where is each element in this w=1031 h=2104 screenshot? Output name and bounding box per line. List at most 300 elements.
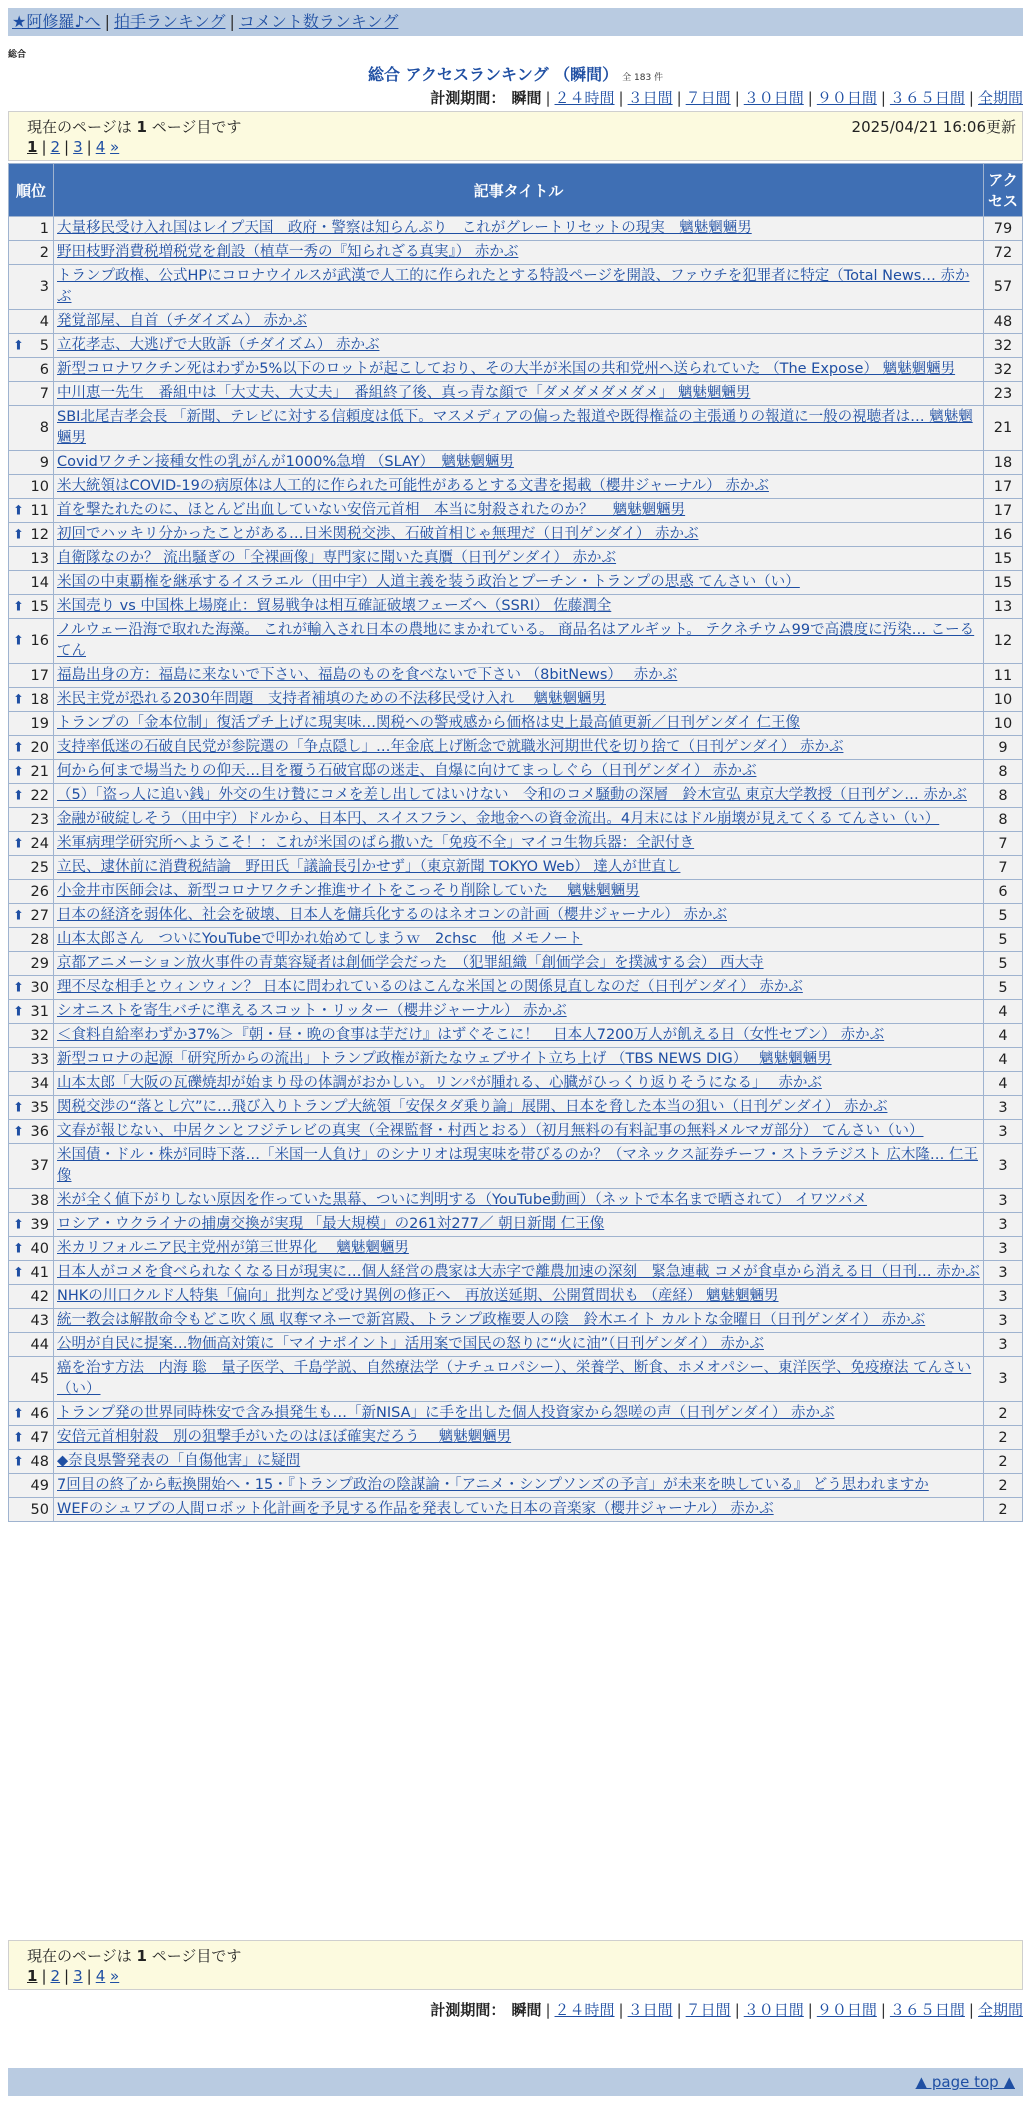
home-link[interactable]: ★阿修羅♪へ [12, 12, 101, 31]
rank-number: 15 [30, 598, 49, 615]
period-link[interactable]: ３６５日間 [889, 89, 965, 107]
table-row [9, 1450, 1022, 1473]
article-title-link[interactable]: 統一教会は解散命令もどこ吹く風 収奪マネーで新宮殿、トランプ政権要人の陰 鈴木エイト カルトな金曜日（日刊ゲンダイ） 赤かぶ [57, 1312, 926, 1328]
table-row [9, 1072, 1022, 1095]
rank-cell [9, 1450, 53, 1473]
title-cell [54, 856, 983, 879]
page-separator: | [64, 1967, 70, 1985]
table-row [9, 571, 1022, 594]
rank-cell [9, 1189, 53, 1212]
page-link[interactable]: 4 [95, 138, 106, 156]
access-count: 3 [984, 1333, 1022, 1356]
title-cell [54, 712, 983, 735]
article-title-link[interactable]: 米大統領はCOVID-19の病原体は人工的に作られた可能性があるとする文書を掲載（櫻井ジャーナル） 赤かぶ [57, 478, 769, 494]
period-selector-bottom [430, 1999, 1023, 2020]
access-count: 4 [984, 1000, 1022, 1023]
rank-up-arrow-icon: ⬆ [13, 836, 24, 851]
article-title-link[interactable]: 野田枝野消費税増税党を創設（植草一秀の『知られざる真実』） 赤かぶ [57, 244, 519, 260]
page-link[interactable]: 2 [50, 1967, 61, 1985]
table-row [9, 808, 1022, 831]
table-row [9, 1096, 1022, 1119]
title-cell [54, 1285, 983, 1308]
article-title-link[interactable]: 小金井市医師会は、新型コロナワクチン推進サイトをこっそり削除していた 魑魅魍魎男 [57, 883, 640, 899]
article-title-link[interactable]: 発覚部屋、自首（チダイズム） 赤かぶ [57, 313, 307, 329]
current-page-link[interactable]: 1 [27, 138, 38, 156]
period-link[interactable]: 全期間 [977, 2001, 1023, 2019]
rank-up-arrow-icon: ⬆ [13, 740, 24, 755]
rank-number: 31 [30, 1003, 49, 1020]
table-row [9, 475, 1022, 498]
rank-cell [9, 358, 53, 381]
title-cell [54, 547, 983, 570]
access-count: 3 [984, 1096, 1022, 1119]
page-link[interactable]: 3 [73, 138, 83, 156]
period-separator: | [880, 89, 886, 107]
title-cell [54, 1120, 983, 1143]
page-info [27, 1945, 241, 1966]
article-title-link[interactable]: 大量移民受け入れ国はレイプ天国 政府・警察は知らんぷり これがグレートリセットの現実 魑魅魍魎男 [57, 220, 752, 236]
article-title-link[interactable]: シオニストを寄生バチに準えるスコット・リッター（櫻井ジャーナル） 赤かぶ [57, 1003, 567, 1019]
title-cell [54, 1498, 983, 1521]
article-title-link[interactable]: ロシア・ウクライナの捕虜交換が実現 「最大規模」の261対277／ 朝日新聞 仁王像 [57, 1216, 605, 1232]
period-separator: | [807, 89, 813, 107]
rank-up-arrow-icon: ⬆ [13, 788, 24, 803]
title-cell [54, 310, 983, 333]
article-title-link[interactable]: 米が全く値下がりしない原因を作っていた黒幕、ついに判明する（YouTube動画）（ネットで本名まで晒されて） イワツバメ [57, 1192, 868, 1208]
table-row [9, 1474, 1022, 1497]
period-current: 瞬間 [511, 2001, 542, 2019]
table-row [9, 784, 1022, 807]
access-count: 15 [984, 571, 1022, 594]
rank-cell [9, 808, 53, 831]
ranking-title [0, 62, 1031, 85]
table-row [9, 547, 1022, 570]
ranking-title-text: 総合 アクセスランキング （瞬間） [367, 65, 619, 84]
access-count: 32 [984, 358, 1022, 381]
period-link[interactable]: ２４時間 [554, 89, 615, 107]
table-row [9, 1000, 1022, 1023]
access-count: 8 [984, 784, 1022, 807]
table-row [9, 1237, 1022, 1260]
rank-cell [9, 1357, 53, 1401]
title-cell [54, 1000, 983, 1023]
table-row [9, 217, 1022, 240]
title-cell [54, 451, 983, 474]
article-title-link[interactable]: 安倍元首相射殺 別の狙撃手がいたのはほぼ確実だろう 魑魅魍魎男 [57, 1429, 512, 1445]
article-title-link[interactable]: 首を撃たれたのに、ほとんど出血していない安倍元首相 本当に射殺されたのか？ 魑魅魍魎男 [57, 502, 686, 518]
article-title-link[interactable]: トランプの「金本位制」復活プチ上げに現実味…関税への警戒感から価格は史上最高値更新／日刊ゲンダイ 仁王像 [57, 715, 800, 731]
table-row [9, 1213, 1022, 1236]
access-count: 7 [984, 856, 1022, 879]
period-link[interactable]: ２４時間 [554, 2001, 615, 2019]
title-cell [54, 619, 983, 663]
pager-top [8, 111, 1023, 161]
rank-number: 21 [30, 763, 49, 780]
rank-up-arrow-icon: ⬆ [13, 1004, 24, 1019]
rank-cell [9, 1213, 53, 1236]
page-link[interactable]: 3 [73, 1967, 83, 1985]
next-page-link[interactable]: » [110, 138, 120, 156]
rank-cell [9, 217, 53, 240]
title-cell [54, 406, 983, 450]
rank-number: 13 [30, 550, 49, 567]
article-title-link[interactable]: 米カリフォルニア民主党州が第三世界化 魑魅魍魎男 [57, 1240, 409, 1256]
title-cell [54, 595, 983, 618]
current-page-link[interactable]: 1 [27, 1967, 38, 1985]
rank-cell [9, 976, 53, 999]
article-title-link[interactable]: 立花孝志、大逃げで大敗訴（チダイズム） 赤かぶ [57, 337, 380, 353]
article-title-link[interactable]: 米民主党が恐れる2030年問題 支持者補填のための不法移民受け入れ 魑魅魍魎男 [57, 691, 607, 707]
title-cell [54, 1096, 983, 1119]
title-cell [54, 688, 983, 711]
article-title-link[interactable]: Covidワクチン接種女性の乳がんが1000%急増 （SLAY） 魑魅魍魎男 [57, 454, 514, 470]
rank-cell [9, 619, 53, 663]
title-cell [54, 1144, 983, 1188]
page-link[interactable]: 2 [50, 138, 61, 156]
article-title-link[interactable]: 新型コロナの起源「研究所からの流出」トランプ政権が新たなウェブサイト立ち上げ （TBS NEWS DIG） 魑魅魍魎男 [57, 1051, 832, 1067]
article-title-link[interactable]: 米国売り vs 中国株上場廃止：貿易戦争は相互確証破壊フェーズへ（SSRI） 佐藤潤全 [57, 598, 612, 614]
period-link[interactable]: ７日間 [685, 89, 731, 107]
article-title-link[interactable]: 自衛隊なのか？ 流出騒ぎの「全裸画像」専門家に聞いた真贋（日刊ゲンダイ） 赤かぶ [57, 550, 617, 566]
page-info-number: 1 [136, 1947, 147, 1965]
article-title-link[interactable]: 金融が破綻しそう（田中宇）ドルから、日本円、スイスフラン、金地金への資金流出。4月末にはドル崩壊が見えてくる てんさい（い） [57, 811, 940, 827]
page-top-link[interactable]: ▲ page top ▲ [915, 2073, 1015, 2091]
table-row [9, 499, 1022, 522]
period-label: 計測期間： [430, 89, 506, 107]
rank-number: 38 [30, 1192, 49, 1209]
rank-cell [9, 523, 53, 546]
article-title-link[interactable]: 日本の経済を弱体化、社会を破壊、日本人を傭兵化するのはネオコンの計画（櫻井ジャーナル） 赤かぶ [57, 907, 728, 923]
article-title-link[interactable]: トランプ発の世界同時株安で含み損発生も…「新NISA」に手を出した個人投資家から怨嗟の声（日刊ゲンダイ） 赤かぶ [57, 1405, 835, 1421]
access-count: 48 [984, 310, 1022, 333]
rank-cell [9, 571, 53, 594]
title-cell [54, 358, 983, 381]
rank-cell [9, 712, 53, 735]
rank-number: 14 [30, 574, 49, 591]
rank-cell [9, 1333, 53, 1356]
rank-number: 17 [30, 667, 49, 684]
rank-cell [9, 928, 53, 951]
article-title-link[interactable]: 理不尽な相手とウィンウィン？ 日本に問われているのはこんな米国との関係見直しなのだ（日刊ゲンダイ） 赤かぶ [57, 979, 803, 995]
rank-number: 25 [30, 859, 49, 876]
access-count: 11 [984, 664, 1022, 687]
period-current: 瞬間 [511, 89, 542, 107]
rank-cell [9, 451, 53, 474]
rank-cell [9, 499, 53, 522]
table-row [9, 976, 1022, 999]
pager-bottom [8, 1940, 1023, 1990]
period-link[interactable]: ３０日間 [743, 2001, 804, 2019]
access-count: 3 [984, 1357, 1022, 1401]
rank-cell [9, 1144, 53, 1188]
access-count: 3 [984, 1285, 1022, 1308]
title-cell [54, 952, 983, 975]
title-cell [54, 1357, 983, 1401]
rank-number: 27 [30, 907, 49, 924]
rank-number: 34 [30, 1075, 49, 1092]
rank-number: 42 [30, 1288, 49, 1305]
table-row [9, 736, 1022, 759]
period-link[interactable]: ３日間 [627, 89, 673, 107]
rank-cell [9, 1024, 53, 1047]
article-title-link[interactable]: 何から何まで場当たりの仰天…目を覆う石破官邸の迷走、自爆に向けてまっしぐら（日刊ゲンダイ） 赤かぶ [57, 763, 757, 779]
rank-number: 46 [30, 1405, 49, 1422]
rank-up-arrow-icon: ⬆ [13, 1265, 24, 1280]
rank-cell [9, 952, 53, 975]
access-count: 2 [984, 1402, 1022, 1425]
rank-cell [9, 1498, 53, 1521]
access-count: 8 [984, 760, 1022, 783]
article-title-link[interactable]: （5）「盗っ人に追い銭」外交の生け贄にコメを差し出してはいけない 令和のコメ騒動の深層 鈴木宣弘 東京大学教授（日刊ゲン… 赤かぶ [57, 787, 967, 803]
rank-up-arrow-icon: ⬆ [13, 980, 24, 995]
ranking-table [8, 163, 1023, 1522]
rank-number: 16 [30, 633, 49, 649]
top-nav-bar [8, 8, 1023, 36]
title-cell [54, 1048, 983, 1071]
access-count: 57 [984, 265, 1022, 309]
table-row [9, 1024, 1022, 1047]
title-cell [54, 499, 983, 522]
period-separator: | [968, 89, 974, 107]
rank-up-arrow-icon: ⬆ [13, 503, 24, 518]
period-label: 計測期間： [430, 2001, 506, 2019]
rank-cell [9, 1426, 53, 1449]
next-page-link[interactable]: » [110, 1967, 120, 1985]
header-title: 記事タイトル [54, 164, 983, 216]
table-row [9, 619, 1022, 663]
rank-cell [9, 664, 53, 687]
article-title-link[interactable]: ＜食料自給率わずか37%＞『朝・昼・晩の食事は芋だけ』はずぐそこに！ 日本人7200万人が飢える日（女性セブン） 赤かぶ [57, 1027, 885, 1043]
access-count: 8 [984, 808, 1022, 831]
title-cell [54, 1333, 983, 1356]
title-cell [54, 382, 983, 405]
article-title-link[interactable]: トランプ政権、公式HPにコロナウイルスが武漢で人工的に作られたとする特設ページを開設、ファウチを犯罪者に特定（Total News… 赤かぶ [57, 268, 970, 305]
table-row [9, 595, 1022, 618]
rank-number: 44 [30, 1336, 49, 1353]
article-title-link[interactable]: 福島出身の方：福島に来ないで下さい、福島のものを食べないで下さい （8bitNews） 赤かぶ [57, 667, 678, 683]
access-count: 10 [984, 688, 1022, 711]
period-separator: | [618, 2001, 624, 2019]
nav-separator: | [229, 12, 235, 31]
table-row [9, 832, 1022, 855]
title-cell [54, 1072, 983, 1095]
access-count: 5 [984, 904, 1022, 927]
rank-number: 3 [39, 279, 49, 295]
table-row [9, 1333, 1022, 1356]
article-title-link[interactable]: 日本人がコメを食べられなくなる日が現実に…個人経営の農家は大赤字で離農加速の深刻 緊急連載 コメが食卓から消える日（日刊… 赤かぶ [57, 1264, 980, 1280]
article-title-link[interactable]: WEFのシュワブの人間ロボット化計画を予見する作品を発表していた日本の音楽家（櫻井ジャーナル） 赤かぶ [57, 1501, 774, 1517]
table-row [9, 523, 1022, 546]
title-cell [54, 523, 983, 546]
rank-number: 2 [39, 244, 49, 261]
rank-cell [9, 547, 53, 570]
access-count: 3 [984, 1144, 1022, 1188]
title-cell [54, 1309, 983, 1332]
rank-number: 29 [30, 955, 49, 972]
access-count: 2 [984, 1450, 1022, 1473]
clap-ranking-link[interactable]: 拍手ランキング [113, 12, 226, 31]
updated-time: 2025/04/21 16:06更新 [851, 118, 1016, 136]
access-count: 2 [984, 1474, 1022, 1497]
access-count: 12 [984, 619, 1022, 663]
access-count: 3 [984, 1120, 1022, 1143]
rank-up-arrow-icon: ⬆ [13, 633, 24, 649]
article-title-link[interactable]: 山本太郎さん ついにYouTubeで叩かれ始めてしまうｗ 2chsc 他 メモノート [57, 931, 583, 947]
article-title-link[interactable]: 7回目の終了から転換開始へ・15・『トランプ政治の陰謀論・「アニメ・シンプソンズの予言」が未来を映している』 どう思われますか [57, 1477, 929, 1493]
rank-number: 18 [30, 691, 49, 708]
rank-cell [9, 1096, 53, 1119]
article-title-link[interactable]: 文春が報じない、中居クンとフジテレビの真実（全裸監督・村西とおる）（初月無料の有料記事の無料メルマガ部分） てんさい（い） [57, 1123, 924, 1139]
article-title-link[interactable]: SBI北尾吉孝会長 「新聞、テレビに対する信頼度は低下。マスメディアの偏った報道や既得権益の主張通りの報道に一般の視聴者は… 魑魅魍魎男 [57, 409, 973, 446]
period-separator: | [545, 2001, 551, 2019]
access-count: 3 [984, 1237, 1022, 1260]
rank-cell [9, 406, 53, 450]
access-count: 23 [984, 382, 1022, 405]
access-count: 3 [984, 1309, 1022, 1332]
access-count: 4 [984, 1048, 1022, 1071]
table-row [9, 904, 1022, 927]
page-info-prefix: 現在のページは [27, 1947, 132, 1965]
rank-cell [9, 1474, 53, 1497]
rank-number: 45 [30, 1371, 49, 1387]
rank-number: 28 [30, 931, 49, 948]
rank-cell [9, 334, 53, 357]
title-cell [54, 664, 983, 687]
page-link[interactable]: 4 [95, 1967, 106, 1985]
rank-up-arrow-icon: ⬆ [13, 1217, 24, 1232]
table-row [9, 712, 1022, 735]
comment-ranking-link[interactable]: コメント数ランキング [238, 12, 399, 31]
page-info-suffix: ページ目です [151, 118, 242, 136]
table-row [9, 1498, 1022, 1521]
article-title-link[interactable]: 癌を治す方法 内海 聡 量子医学、千島学説、自然療法学（ナチュロパシー）、栄養学、断食、ホメオパシー、東洋医学、免疫療法 てんさい（い） [57, 1360, 972, 1397]
access-count: 32 [984, 334, 1022, 357]
article-title-link[interactable]: 初回でハッキリ分かったことがある…日米関税交渉、石破首相じゃ無理だ（日刊ゲンダイ） 赤かぶ [57, 526, 699, 542]
page-separator: | [64, 138, 70, 156]
article-title-link[interactable]: 公明が自民に提案…物価高対策に「マイナポイント」活用案で国民の怒りに“火に油”（日刊ゲンダイ） 赤かぶ [57, 1336, 764, 1352]
rank-cell [9, 688, 53, 711]
title-cell [54, 1189, 983, 1212]
article-title-link[interactable]: 新型コロナワクチン死はわずか5%以下のロットが起こしており、その大半が米国の共和党州へ送られていた （The Expose） 魑魅魍魎男 [57, 361, 956, 377]
article-title-link[interactable]: 支持率低迷の石破自民党が参院選の「争点隠し」…年金底上げ断念で就職氷河期世代を切り捨て（日刊ゲンダイ） 赤かぶ [57, 739, 844, 755]
period-separator: | [734, 2001, 740, 2019]
access-count: 7 [984, 832, 1022, 855]
rank-cell [9, 475, 53, 498]
table-row [9, 1261, 1022, 1284]
title-cell [54, 832, 983, 855]
access-count: 10 [984, 712, 1022, 735]
article-title-link[interactable]: 立民、逮休前に消費税結論 野田氏「議論長引かせず」（東京新聞 TOKYO Web） 達人が世直し [57, 859, 681, 875]
period-link[interactable]: ９０日間 [816, 89, 877, 107]
table-row [9, 664, 1022, 687]
rank-number: 37 [30, 1158, 49, 1174]
rank-cell [9, 760, 53, 783]
rank-number: 50 [30, 1501, 49, 1518]
table-row [9, 265, 1022, 309]
period-link[interactable]: ３日間 [627, 2001, 673, 2019]
rank-up-arrow-icon: ⬆ [13, 599, 24, 614]
table-row [9, 310, 1022, 333]
table-row [9, 1285, 1022, 1308]
period-link[interactable]: ３０日間 [743, 89, 804, 107]
page-links [27, 1967, 119, 1985]
rank-up-arrow-icon: ⬆ [13, 338, 24, 353]
table-row [9, 688, 1022, 711]
rank-cell [9, 736, 53, 759]
table-row [9, 334, 1022, 357]
table-row [9, 856, 1022, 879]
rank-cell [9, 310, 53, 333]
title-cell [54, 976, 983, 999]
article-title-link[interactable]: 京都アニメーション放火事件の青葉容疑者は創価学会だった （犯罪組織「創価学会」を撲滅する会） 西大寺 [57, 955, 764, 971]
table-row [9, 1189, 1022, 1212]
page-separator: | [41, 1967, 47, 1985]
period-separator: | [968, 2001, 974, 2019]
period-link[interactable]: ９０日間 [816, 2001, 877, 2019]
access-count: 17 [984, 499, 1022, 522]
article-title-link[interactable]: 関税交渉の“落とし穴”に…飛び入りトランプ大統領「安保タダ乗り論」展開、日本を脅した本当の狙い（日刊ゲンダイ） 赤かぶ [57, 1099, 888, 1115]
table-row [9, 382, 1022, 405]
period-separator: | [676, 2001, 682, 2019]
page-info-prefix: 現在のページは [27, 118, 132, 136]
period-separator: | [807, 2001, 813, 2019]
rank-up-arrow-icon: ⬆ [13, 1124, 24, 1139]
title-cell [54, 880, 983, 903]
rank-number: 11 [30, 502, 49, 519]
period-link[interactable]: ７日間 [685, 2001, 731, 2019]
article-title-link[interactable]: ノルウェー沿海で取れた海藻。 これが輸入され日本の農地にまかれている。 商品名はアルギット。 テクネチウム99で高濃度に汚染… こーるてん [57, 622, 975, 659]
rank-number: 33 [30, 1051, 49, 1068]
period-link[interactable]: 全期間 [977, 89, 1023, 107]
nav-separator: | [104, 12, 110, 31]
rank-number: 47 [30, 1429, 49, 1446]
rank-number: 32 [30, 1027, 49, 1044]
period-separator: | [676, 89, 682, 107]
table-header-row [9, 164, 1022, 216]
rank-number: 22 [30, 787, 49, 804]
rank-number: 49 [30, 1477, 49, 1494]
period-link[interactable]: ３６５日間 [889, 2001, 965, 2019]
article-title-link[interactable]: 米軍病理学研究所へようこそ！：これが米国のばら撒いた「免疫不全」マイコ生物兵器：全訳付き [57, 835, 695, 851]
access-count: 79 [984, 217, 1022, 240]
table-row [9, 1309, 1022, 1332]
article-title-link[interactable]: 米国の中東覇権を継承するイスラエル（田中宇）人道主義を装う政治とプーチン・トランプの思惑 てんさい（い） [57, 574, 800, 590]
page-info-suffix: ページ目です [151, 1947, 242, 1965]
table-row [9, 760, 1022, 783]
rank-number: 7 [39, 385, 49, 402]
table-row [9, 928, 1022, 951]
rank-number: 1 [39, 220, 49, 237]
rank-number: 20 [30, 739, 49, 756]
period-selector-top [430, 87, 1023, 108]
table-row [9, 241, 1022, 264]
title-cell [54, 1474, 983, 1497]
rank-up-arrow-icon: ⬆ [13, 1406, 24, 1421]
rank-cell [9, 1285, 53, 1308]
title-cell [54, 334, 983, 357]
table-row [9, 1426, 1022, 1449]
access-count: 2 [984, 1426, 1022, 1449]
header-access: アクセス [984, 164, 1022, 216]
article-title-link[interactable]: 米国債・ドル・株が同時下落…「米国一人負け」のシナリオは現実味を帯びるのか？（マネックス証券チーフ・ストラテジスト 広木隆… 仁王像 [57, 1147, 978, 1184]
article-title-link[interactable]: 山本太郎「大阪の瓦礫焼却が始まり母の体調がおかしい。リンパが腫れる、心臓がひっくり返りそうになる」 赤かぶ [57, 1075, 822, 1091]
article-title-link[interactable]: 中川恵一先生 番組中は「大丈夫、大丈夫」 番組終了後、真っ青な顔で「ダメダメダメダメ」 魑魅魍魎男 [57, 385, 751, 401]
access-count: 16 [984, 523, 1022, 546]
article-title-link[interactable]: ◆奈良県警発表の「自傷他害」に疑問 [57, 1453, 301, 1469]
rank-cell [9, 1000, 53, 1023]
title-cell [54, 1237, 983, 1260]
article-title-link[interactable]: NHKの川口クルド人特集「偏向」批判など受け異例の修正へ 再放送延期、公開質問状も （産経） 魑魅魍魎男 [57, 1288, 779, 1304]
